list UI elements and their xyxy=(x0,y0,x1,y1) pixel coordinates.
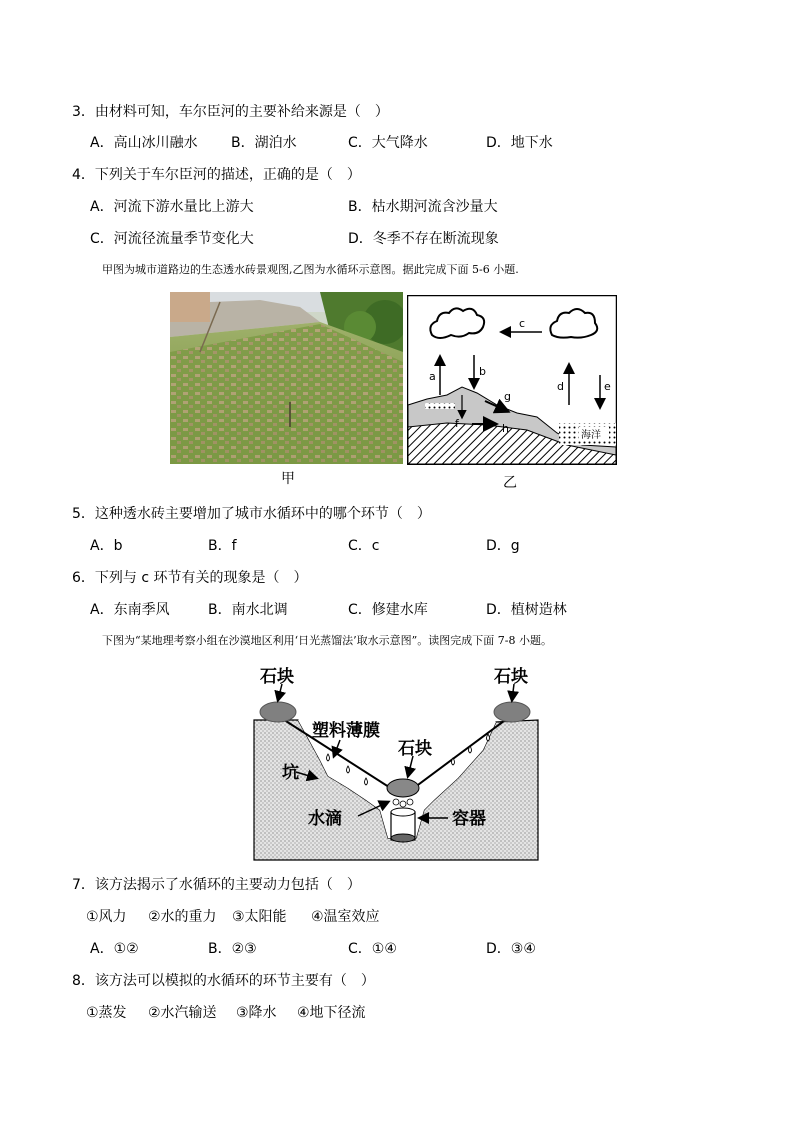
label-water-drops: 水滴 xyxy=(308,809,342,829)
q3-option-d: D．地下水 xyxy=(486,135,553,151)
q6-stem: 6．下列与 c 环节有关的现象是（ ） xyxy=(72,570,308,586)
q4-option-b: B．枯水期河流含沙量大 xyxy=(348,199,498,215)
label-pit: 坑 xyxy=(282,763,299,783)
q5-option-d: D．g xyxy=(486,538,520,554)
label-e: e xyxy=(604,380,611,393)
q5-stem: 5．这种透水砖主要增加了城市水循环中的哪个环节（ ） xyxy=(72,506,431,522)
label-plastic-film: 塑料薄膜 xyxy=(312,721,380,741)
caption-jia: 甲 xyxy=(281,471,295,487)
water-cycle-diagram xyxy=(407,295,617,465)
label-a: a xyxy=(429,370,436,383)
permeable-brick-photo xyxy=(170,292,403,464)
q6-option-d: D．植树造林 xyxy=(486,602,567,618)
solar-distillation-diagram xyxy=(248,660,544,864)
q3-option-b: B．湖泊水 xyxy=(231,135,297,151)
q7-item-4: ④温室效应 xyxy=(311,909,380,925)
q7-option-b: B．②③ xyxy=(208,941,257,957)
q7-option-d: D．③④ xyxy=(486,941,536,957)
q3-option-c: C．大气降水 xyxy=(348,135,428,151)
q4-option-d: D．冬季不存在断流现象 xyxy=(348,231,499,247)
intro-5-6: 甲图为城市道路边的生态透水砖景观图,乙图为水循环示意图。据此完成下面 5-6 小题. xyxy=(102,263,519,276)
label-h: h xyxy=(502,422,509,435)
intro-7-8: 下图为“某地理考察小组在沙漠地区利用‘日光蒸馏法’取水示意图”。读图完成下面 7-8 小题。 xyxy=(102,634,552,647)
q5-option-c: C．c xyxy=(348,538,380,554)
q3-option-a: A．高山冰川融水 xyxy=(90,135,198,151)
q7-option-a: A．①② xyxy=(90,941,139,957)
label-b: b xyxy=(479,365,486,378)
q3-stem: 3．由材料可知，车尔臣河的主要补给来源是（ ） xyxy=(72,104,389,120)
label-stone-right: 石块 xyxy=(494,667,528,687)
ocean-label: 海洋 xyxy=(581,430,601,441)
q5-option-b: B．f xyxy=(208,538,237,554)
label-stone-middle: 石块 xyxy=(398,739,432,759)
q5-option-a: A．b xyxy=(90,538,123,554)
label-g: g xyxy=(504,390,511,403)
q8-item-4: ④地下径流 xyxy=(297,1005,366,1021)
q4-option-c: C．河流径流量季节变化大 xyxy=(90,231,254,247)
q7-option-c: C．①④ xyxy=(348,941,397,957)
q4-option-a: A．河流下游水量比上游大 xyxy=(90,199,254,215)
label-c: c xyxy=(519,317,526,330)
q8-item-3: ③降水 xyxy=(236,1005,277,1021)
q6-option-b: B．南水北调 xyxy=(208,602,288,618)
q8-item-2: ②水汽输送 xyxy=(148,1005,217,1021)
q7-item-3: ③太阳能 xyxy=(232,909,287,925)
label-container: 容器 xyxy=(452,809,486,829)
label-stone-left: 石块 xyxy=(260,667,294,687)
label-f: f xyxy=(455,417,459,430)
q8-item-1: ①蒸发 xyxy=(86,1005,127,1021)
caption-yi: 乙 xyxy=(503,475,517,491)
q7-item-1: ①风力 xyxy=(86,909,127,925)
q4-stem: 4．下列关于车尔臣河的描述，正确的是（ ） xyxy=(72,167,361,183)
q6-option-c: C．修建水库 xyxy=(348,602,428,618)
q7-stem: 7．该方法揭示了水循环的主要动力包括（ ） xyxy=(72,877,361,893)
q7-item-2: ②水的重力 xyxy=(148,909,217,925)
q6-option-a: A．东南季风 xyxy=(90,602,170,618)
label-d: d xyxy=(557,380,564,393)
q8-stem: 8．该方法可以模拟的水循环的环节主要有（ ） xyxy=(72,973,375,989)
